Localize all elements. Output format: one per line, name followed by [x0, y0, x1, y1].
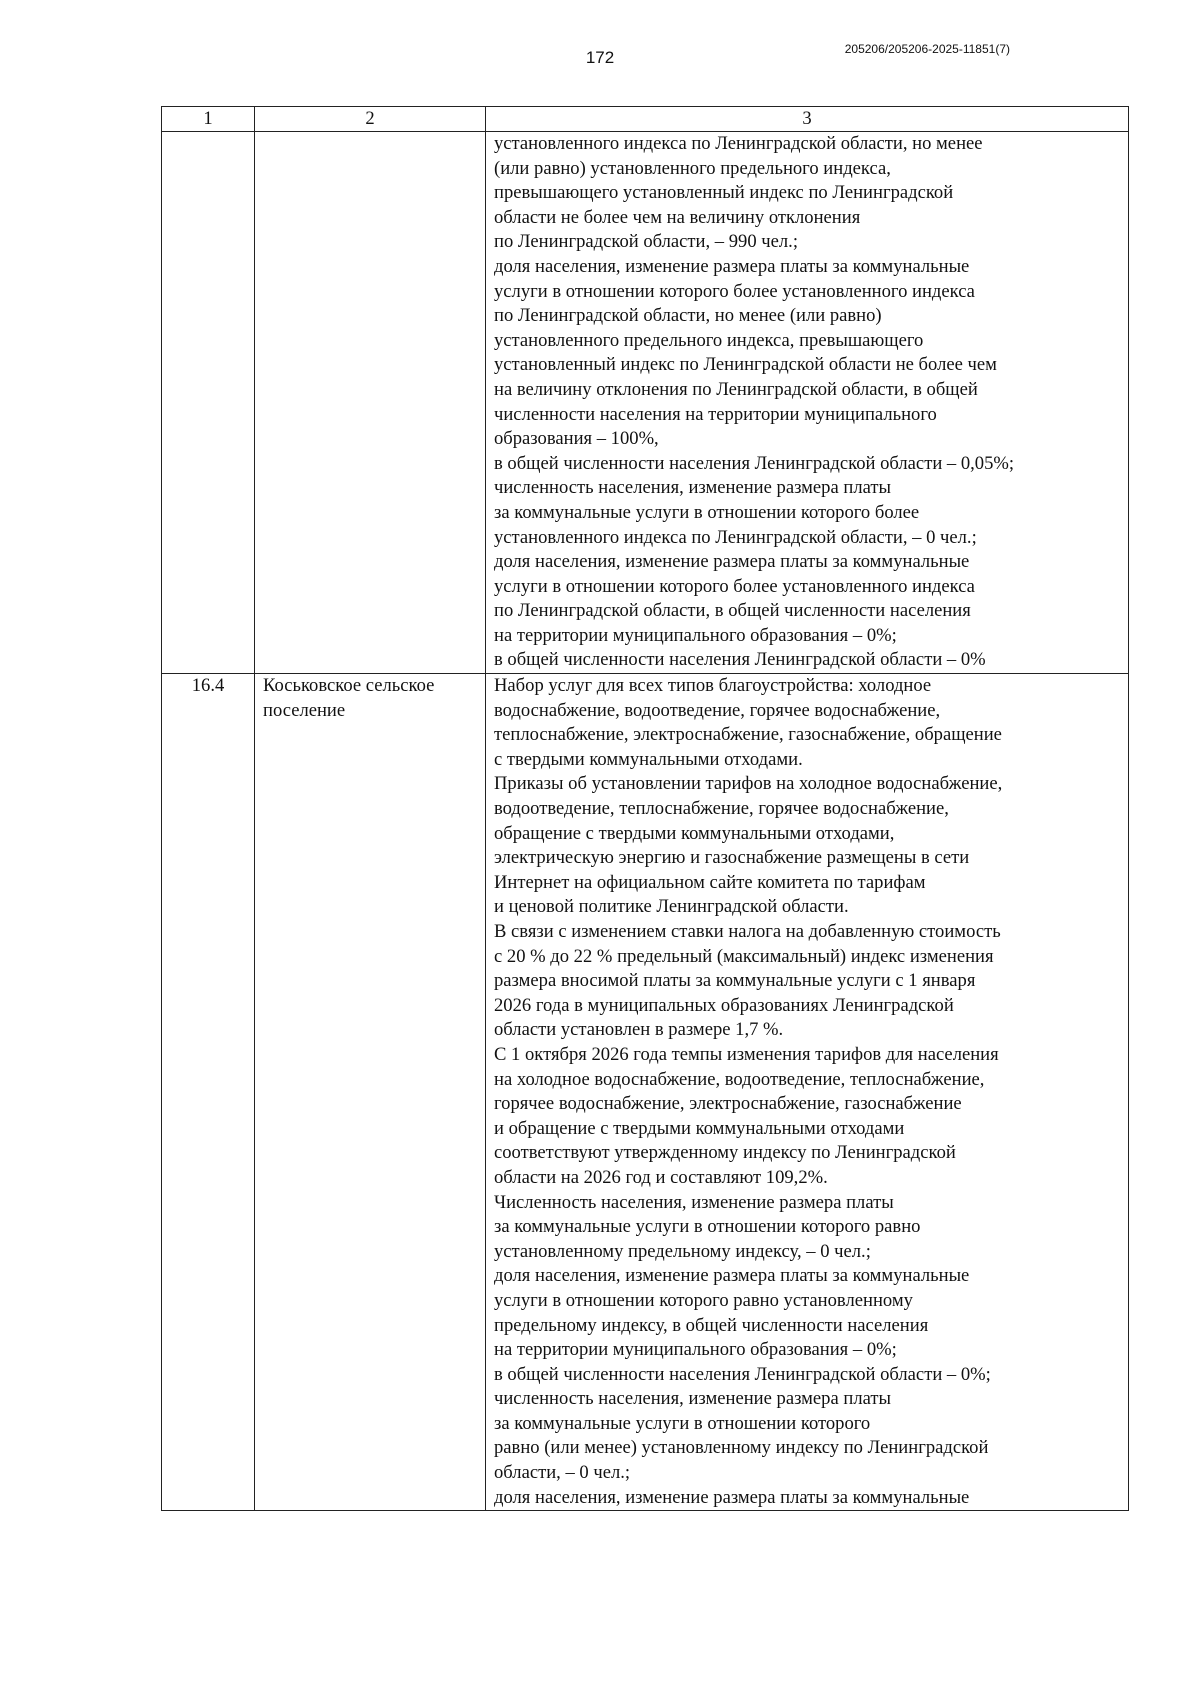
continuation-text-cell	[486, 132, 1129, 674]
text-line: на величину отклонения по Ленинградской области, в общей	[494, 378, 978, 400]
row-number: 16.4	[162, 674, 255, 1511]
text-line: соответствуют утвержденному индексу по Ленинградской	[494, 1142, 956, 1164]
text-line: в общей численности населения Ленинградской области – 0,05%;	[494, 452, 1015, 474]
tariff-table	[161, 106, 1129, 1511]
text-line: доля населения, изменение размера платы за коммунальные	[494, 255, 970, 277]
table-row-16-4	[162, 674, 1129, 1511]
text-line: услуги в отношении которого более установленного индекса	[494, 575, 975, 597]
text-line: установленному предельному индексу, – 0 чел.;	[494, 1240, 871, 1262]
text-line: с твердыми коммунальными отходами.	[494, 748, 803, 770]
text-line: С 1 октября 2026 года темпы изменения тарифов для населения	[494, 1043, 999, 1065]
text-line: по Ленинградской области, в общей численности населения	[494, 600, 971, 622]
text-line: установленного индекса по Ленинградской области, – 0 чел.;	[494, 526, 977, 548]
text-line: доля населения, изменение размера платы за коммунальные	[494, 1265, 970, 1287]
text-line: с 20 % до 22 % предельный (максимальный) индекс изменения	[494, 945, 994, 967]
text-line: области не более чем на величину отклонения	[494, 206, 861, 228]
text-line: области установлен в размере 1,7 %.	[494, 1019, 784, 1041]
text-line: доля населения, изменение размера платы за коммунальные	[494, 1486, 970, 1508]
text-line: на территории муниципального образования – 0%;	[494, 624, 897, 646]
text-line: Численность населения, изменение размера платы	[494, 1191, 894, 1213]
row-text-cell	[486, 674, 1129, 1511]
text-line: Интернет на официальном сайте комитета по тарифам	[494, 871, 926, 893]
text-line: области, – 0 чел.;	[494, 1462, 631, 1484]
page-number: 172	[585, 48, 615, 67]
text-line: на территории муниципального образования – 0%;	[494, 1339, 897, 1361]
continuation-name-cell	[255, 132, 486, 674]
document-id: 205206/205206-2025-11851(7)	[844, 42, 1010, 56]
text-line: предельному индексу, в общей численности населения	[494, 1314, 929, 1336]
text-line: горячее водоснабжение, электроснабжение, газоснабжение	[494, 1093, 962, 1115]
text-line: и обращение с твердыми коммунальными отходами	[494, 1117, 905, 1139]
text-line: услуги в отношении которого равно установленному	[494, 1289, 913, 1311]
text-line: услуги в отношении которого более установленного индекса	[494, 280, 975, 302]
text-line: размера вносимой платы за коммунальные услуги с 1 января	[494, 970, 976, 992]
text-line: и ценовой политике Ленинградской области.	[494, 896, 849, 918]
table-header-row	[162, 107, 1129, 132]
text-line: теплоснабжение, электроснабжение, газоснабжение, обращение	[494, 724, 1002, 746]
text-line: в общей численности населения Ленинградской области – 0%	[494, 649, 986, 671]
settlement-name: Коськовское сельское поселение	[255, 674, 486, 1511]
text-line: за коммунальные услуги в отношении которого равно	[494, 1216, 921, 1238]
text-line: установленного предельного индекса, превышающего	[494, 329, 924, 351]
text-line: в общей численности населения Ленинградской области – 0%;	[494, 1363, 991, 1385]
text-line: превышающего установленный индекс по Ленинградской	[494, 182, 954, 204]
text-line: численности населения на территории муниципального	[494, 403, 937, 425]
text-line: 2026 года в муниципальных образованиях Ленинградской	[494, 994, 954, 1016]
text-line: по Ленинградской области, но менее (или равно)	[494, 305, 882, 327]
text-line: равно (или менее) установленному индексу по Ленинградской	[494, 1437, 989, 1459]
text-line: за коммунальные услуги в отношении которого более	[494, 501, 920, 523]
text-line: установленный индекс по Ленинградской области не более чем	[494, 354, 997, 376]
text-line: (или равно) установленного предельного индекса,	[494, 157, 891, 179]
text-line: водоотведение, теплоснабжение, горячее водоснабжение,	[494, 798, 949, 820]
column-header-1: 1	[162, 107, 255, 132]
text-line: обращение с твердыми коммунальными отходами,	[494, 822, 895, 844]
text-line: Набор услуг для всех типов благоустройства: холодное	[494, 675, 932, 697]
column-header-3: 3	[486, 107, 1129, 132]
column-header-2: 2	[255, 107, 486, 132]
text-line: по Ленинградской области, – 990 чел.;	[494, 231, 798, 253]
text-line: установленного индекса по Ленинградской области, но менее	[494, 133, 983, 154]
text-line: численность населения, изменение размера платы	[494, 1388, 891, 1410]
text-line: электрическую энергию и газоснабжение размещены в сети	[494, 847, 970, 869]
continuation-number-cell	[162, 132, 255, 674]
text-line: водоснабжение, водоотведение, горячее водоснабжение,	[494, 699, 941, 721]
text-line: на холодное водоснабжение, водоотведение, теплоснабжение,	[494, 1068, 985, 1090]
table-row-continuation	[162, 132, 1129, 674]
text-line: В связи с изменением ставки налога на добавленную стоимость	[494, 921, 1001, 942]
text-line: образования – 100%,	[494, 428, 659, 450]
text-line: за коммунальные услуги в отношении которого	[494, 1412, 871, 1434]
text-line: Приказы об установлении тарифов на холодное водоснабжение,	[494, 773, 1003, 795]
text-line: области на 2026 год и составляют 109,2%.	[494, 1166, 828, 1188]
text-line: доля населения, изменение размера платы за коммунальные	[494, 551, 970, 573]
text-line: численность населения, изменение размера платы	[494, 477, 891, 499]
